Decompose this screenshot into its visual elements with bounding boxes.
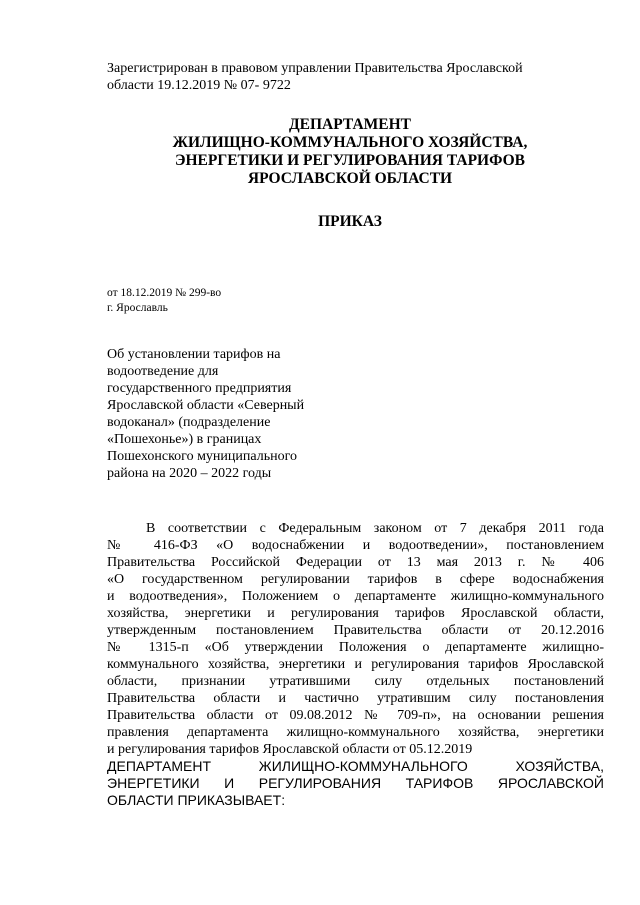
- body-caps-line: ДЕПАРТАМЕНТ ЖИЛИЩНО-КОММУНАЛЬНОГО ХОЗЯЙСТВА,: [107, 758, 604, 774]
- order-body: [107, 520, 604, 809]
- body-caps-line: ОБЛАСТИ ПРИКАЗЫВАЕТ:: [107, 792, 286, 808]
- body-line: № 1315-п «Об утверждении Положения о департаменте жилищно-: [107, 640, 604, 655]
- body-line: В соответствии с Федеральным законом от 7 декабря 2011 года: [146, 521, 604, 536]
- subject-line: «Пошехонье») в границах: [107, 432, 262, 447]
- body-line: «О государственном регулировании тарифов в сфере водоснабжения: [107, 572, 604, 587]
- body-line: и регулирования тарифов Ярославской области от 05.12.2019: [107, 742, 473, 757]
- order-title: ПРИКАЗ: [318, 213, 382, 230]
- body-line: и водоотведения», Положением о департаменте жилищно-коммунального: [107, 589, 604, 604]
- department-header: [100, 116, 600, 188]
- body-line: № 416-ФЗ «О водоснабжении и водоотведении», постановлением: [107, 538, 604, 553]
- body-line: правления департамента жилищно-коммунального хозяйства, энергетики: [107, 725, 604, 740]
- subject-line: государственного предприятия: [107, 381, 292, 396]
- subject-line: района на 2020 – 2022 годы: [107, 466, 272, 481]
- registration-note: [107, 60, 577, 94]
- department-line: ЭНЕРГЕТИКИ И РЕГУЛИРОВАНИЯ ТАРИФОВ: [174, 152, 526, 169]
- order-subject: [107, 346, 367, 482]
- department-line: ДЕПАРТАМЕНТ: [288, 116, 412, 133]
- body-line: Правительства области и частично утратившим силу постановления: [107, 691, 604, 706]
- body-line: хозяйства, энергетики и регулирования тарифов Ярославской области,: [107, 606, 604, 621]
- subject-line: Пошехонского муниципального: [107, 449, 297, 464]
- body-line: области, признании утратившими силу отдельных постановлений: [107, 674, 604, 689]
- subject-line: Об установлении тарифов на: [107, 347, 281, 362]
- registration-line: области 19.12.2019 № 07- 9722: [107, 78, 291, 93]
- department-line: ЖИЛИЩНО-КОММУНАЛЬНОГО ХОЗЯЙСТВА,: [172, 134, 528, 151]
- subject-line: Ярославской области «Северный: [107, 398, 305, 413]
- body-caps-line: ЭНЕРГЕТИКИ И РЕГУЛИРОВАНИЯ ТАРИФОВ ЯРОСЛАВСКОЙ: [107, 775, 604, 791]
- body-line: утвержденным постановлением Правительства области от 20.12.2016: [107, 623, 604, 638]
- subject-line: водоотведение для: [107, 364, 219, 379]
- registration-line: Зарегистрирован в правовом управлении Правительства Ярославской: [107, 61, 523, 76]
- body-line: Правительства Российской Федерации от 13 мая 2013 г. № 406: [107, 555, 604, 570]
- body-line: коммунального хозяйства, энергетики и регулирования тарифов Ярославской: [107, 657, 604, 672]
- department-line: ЯРОСЛАВСКОЙ ОБЛАСТИ: [247, 170, 453, 187]
- order-city: г. Ярославль: [107, 302, 168, 314]
- subject-line: водоканал» (подразделение: [107, 415, 271, 430]
- body-line: Правительства области от 09.08.2012 № 709-п», на основании решения: [107, 708, 604, 723]
- order-meta: [107, 286, 221, 316]
- order-date-number: от 18.12.2019 № 299-во: [107, 287, 222, 299]
